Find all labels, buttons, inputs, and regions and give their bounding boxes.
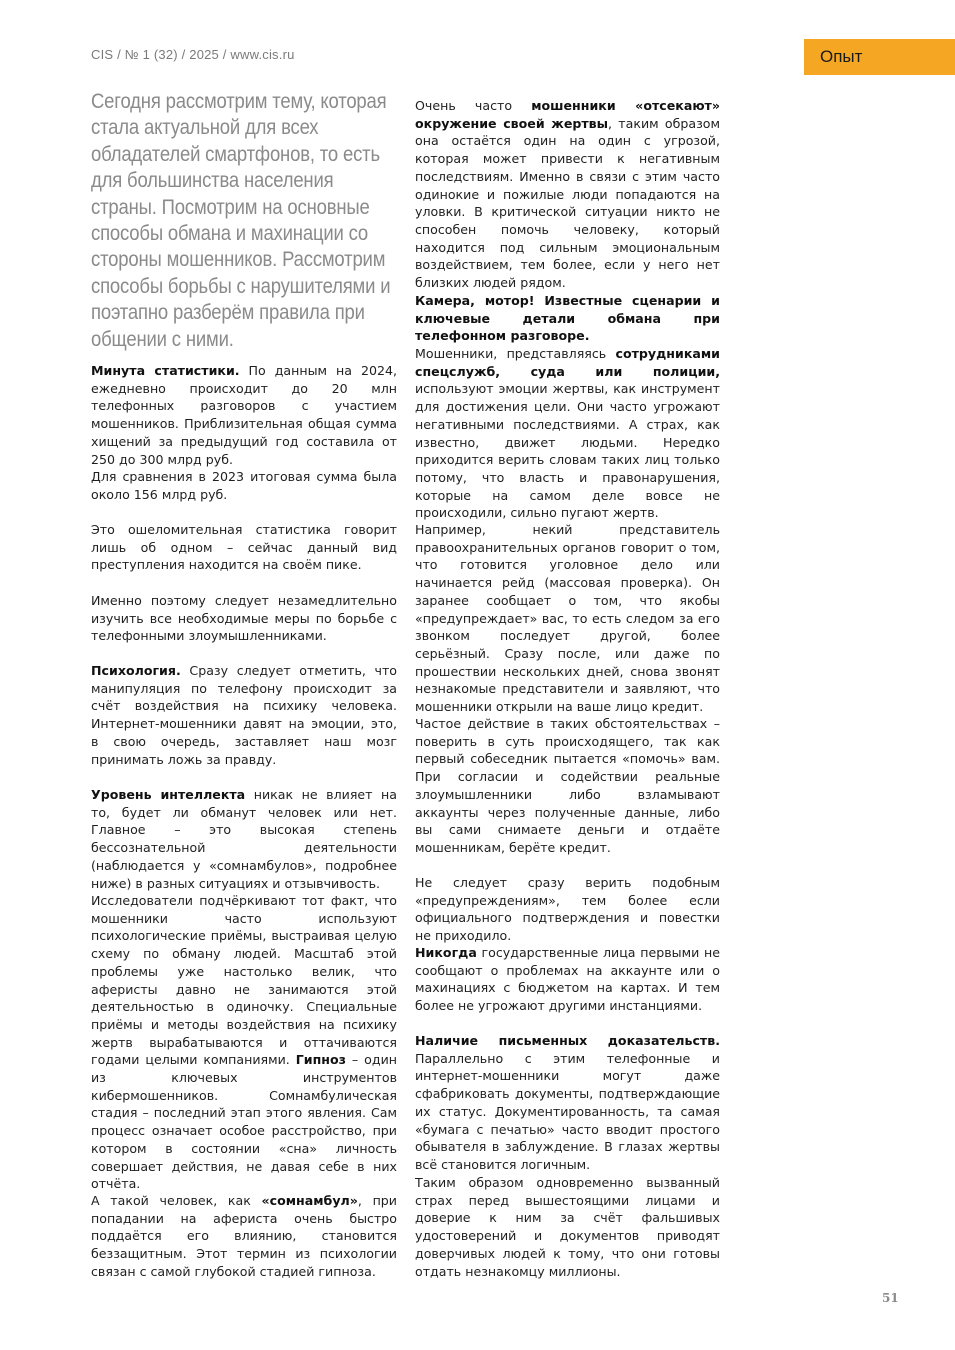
left-para-statistics	[91, 362, 397, 468]
scenarios-heading: Камера, мотор! Известные сценарии и ключевые детали обмана при телефонном разговоре.	[415, 293, 720, 344]
officials-bold: сотрудниками спецслужб, суда или полиции,	[415, 346, 720, 379]
intellect-text: никак не влияет на то, будет ли обманут человек или нет. Главное – это высокая степень бессознательной деятельности (наблюдается у «сомнамбулов», подробнее ниже) в разных ситуациях и отзывчивость.	[91, 787, 397, 891]
right-para-documents	[415, 1032, 720, 1174]
section-tab: Опыт	[804, 39, 955, 75]
left-para-measures	[91, 592, 397, 645]
right-para-example	[415, 521, 720, 716]
right-para-action	[415, 715, 720, 857]
left-para-researchers	[91, 892, 397, 1193]
right-para-isolation	[415, 97, 720, 292]
never-bold: Никогда	[415, 945, 477, 960]
right-para-conclusion	[415, 1174, 720, 1280]
isolation-bold: мошенники «отсекают» окружение своей жертвы	[415, 98, 720, 131]
lead-paragraph: Сегодня рассмотрим тему, которая стала актуальной для всех обладателей смартфонов, то есть для большинства населения страны. Посмотрим на основные способы обмана и махинации со стороны мошенников. Рассмотрим способы борьбы с нарушителями и поэтапно разберём правила при общении с ними.	[91, 89, 391, 351]
left-para-psychology	[91, 662, 397, 768]
researchers-text-a: Исследователи подчёркивают тот факт, что мошенники часто используют психологические приёмы, выстраивая целую схему по обману людей. Масштаб этой проблемы уже настолько велик, что аферисты давно не занимаются этой деятельностью в одиночку. Специальные приёмы и методы воздействия на психику жертв вырабатываются и оттачиваются годами целыми компаниями.	[91, 893, 397, 1068]
example-text: Например, некий представитель правоохранительных органов говорит о том, что готовится уголовное дело или начинается рейд (массовая проверка). Он заранее сообщает о том, что якобы «предупреждает» вас, то есть следом за его звонком последует другой, более серьёзный. Сразу после, или даже по прошествии нескольких дней, снова звонят незнакомые представители и заявляют, что мошенники открыли на ваше лицо кредит.	[415, 522, 720, 715]
right-subheading	[415, 292, 720, 345]
warnings-text: Не следует сразу верить подобным «предупреждениям», тем более если официального подтверждения и повестки не приходило.	[415, 875, 720, 944]
researchers-text-b: – один из ключевых инструментов кибермошенников. Сомнамбулическая стадия – последний этап этого явления. Сам процесс означает особое расстройство, при котором в состоянии «сна» личность совершает действия, не давая себе в них отчёта.	[91, 1052, 397, 1192]
documents-text: Параллельно с этим телефонные и интернет-мошенники могут даже сфабриковать документы, подтверждающие их статус. Документированность, та самая «бумага с печатью» часто вводит простого обывателя в заблуждение. В глазах жертвы всё становится логичным.	[415, 1050, 720, 1172]
statistics-heading: Минута статистики.	[91, 363, 240, 378]
somnambulist-text-a: А такой человек, как	[91, 1193, 262, 1208]
statistics-text: По данным на 2024, ежедневно происходит до 20 млн телефонных разговоров с участием мошенников. Приблизительная общая сумма хищений за предыдущий год составила от 250 до 300 млрд руб.	[91, 363, 397, 467]
measures-text: Именно поэтому следует незамедлительно изучить все необходимые меры по борьбе с телефонными злоумышленниками.	[91, 593, 397, 644]
somnambulist-text-b: , при попадании на афериста очень быстро поддаётся его влиянию, становится беззащитным. Этот термин из психологии связан с самой глубокой стадией гипноза.	[91, 1193, 397, 1279]
officials-text-b: используют эмоции жертвы, как инструмент для достижения цели. Они часто угрожают негативными последствиями. А страх, как известно, движет людьми. Нередко приходится верить словам таких лиц только потому, что власть и правонарушения, которые на самом деле вовсе не происходили, сильно пугают жертв.	[415, 381, 720, 521]
left-para-peak	[91, 521, 397, 574]
left-para-comparison	[91, 468, 397, 503]
page-number: 51	[882, 1291, 899, 1305]
never-text: государственные лица первыми не сообщают о проблемах на аккаунте или о махинациях с бюджетом на картах. И тем более не угрожают другими инстанциями.	[415, 945, 720, 1014]
left-para-intellect	[91, 786, 397, 892]
isolation-text-b: , таким образом она остаётся один на один с угрозой, которая может привести к негативным последствиям. Именно в связи с этим часто одинокие и пожилые люди попадаются на уловки. В критической ситуации никто не способен помочь человеку, который находится под сильным эмоциональным воздействием, тем более, если у него нет близких людей рядом.	[415, 115, 720, 291]
action-text: Частое действие в таких обстоятельствах – поверить в суть происходящего, так как первый собеседник пытается «помочь» вам. При согласии и содействии реальные злоумышленники либо взламывают аккаунты через полученные данные, либо вы сами снимаете деньги и отдаёте мошенникам, берёте кредит.	[415, 716, 720, 855]
somnambulist-term: «сомнамбул»	[261, 1193, 358, 1208]
isolation-text-a: Очень часто	[415, 98, 532, 113]
left-para-somnambulist	[91, 1192, 397, 1281]
documents-heading: Наличие письменных доказательств.	[415, 1033, 720, 1048]
officials-text-a: Мошенники, представляясь	[415, 346, 616, 361]
intellect-heading: Уровень интеллекта	[91, 787, 246, 802]
right-para-officials	[415, 345, 720, 522]
psychology-heading: Психология.	[91, 663, 181, 678]
issue-meta: CIS / № 1 (32) / 2025 / www.cis.ru	[91, 47, 295, 62]
psychology-text: Сразу следует отметить, что манипуляция по телефону происходит за счёт воздействия на психику человека. Интернет-мошенники давят на эмоции, это, в свою очередь, заставляет наш мозг принимать ложь за правду.	[91, 663, 397, 767]
hypnosis-term: Гипноз	[295, 1052, 346, 1068]
comparison-text: Для сравнения в 2023 итоговая сумма была около 156 млрд руб.	[91, 469, 397, 502]
peak-text: Это ошеломительная статистика говорит лишь об одном – сейчас данный вид преступления находится на своём пике.	[91, 522, 397, 573]
right-para-never	[415, 944, 720, 1015]
right-para-warnings	[415, 874, 720, 945]
conclusion-text: Таким образом одновременно вызванный страх перед вышестоящими лицами и доверие к ним за счёт фальшивых удостоверений и документов приводят доверчивых людей к тому, что они готовы отдать незнакомцу миллионы.	[415, 1175, 720, 1279]
